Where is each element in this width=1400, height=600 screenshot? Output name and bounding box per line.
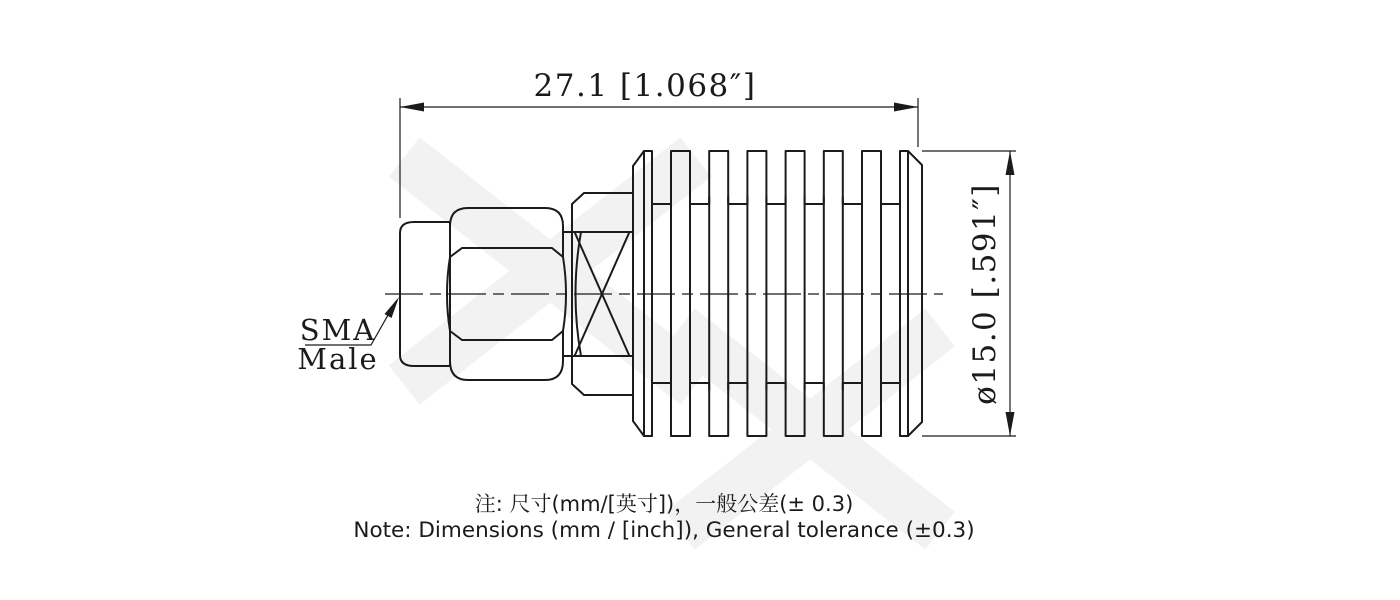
connector-label-line1: SMA: [299, 313, 377, 347]
sma-male-callout: [297, 297, 399, 376]
leader-arrow: [385, 297, 400, 318]
dimension-arrow-down: [1006, 412, 1015, 436]
dimension-arrow-right: [894, 103, 918, 112]
connector-label-line2: Male: [297, 342, 379, 376]
length-dimension-text: 27.1 [1.068″]: [533, 68, 757, 104]
note-english: Note: Dimensions (mm / [inch]), General tolerance (±0.3): [353, 518, 975, 544]
diameter-dimension-text: ø15.0 [.591″]: [967, 183, 1003, 405]
tolerance-notes: [0, 492, 1400, 545]
dimension-arrow-up: [1006, 151, 1015, 175]
note-chinese: 注: 尺寸(mm/[英寸])，一般公差(± 0.3): [474, 492, 854, 516]
dimension-arrow-left: [400, 103, 424, 112]
